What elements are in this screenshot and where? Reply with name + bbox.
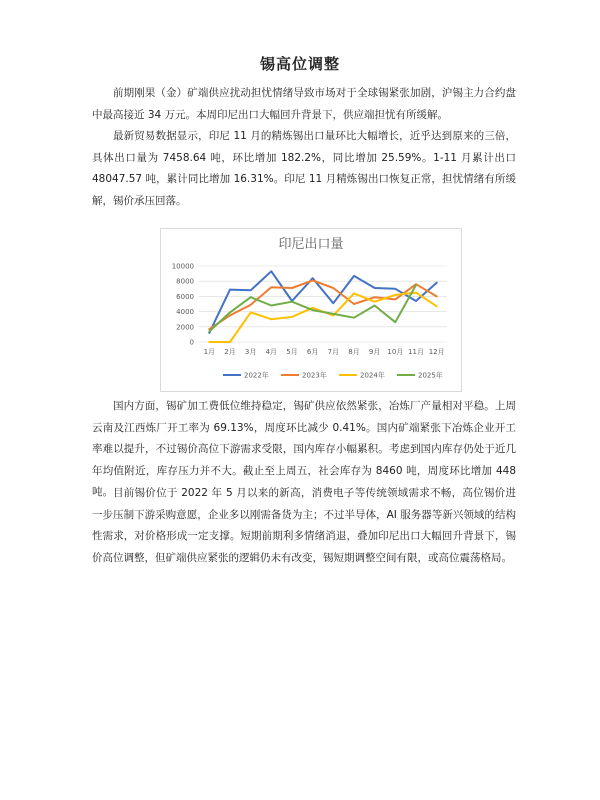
export-line-chart [161, 229, 461, 391]
page-title: 锡高位调整 [259, 55, 340, 73]
x-tick-label: 12月 [428, 348, 445, 356]
paragraph-intro: 前期刚果（金）矿端供应扰动担忧情绪导致市场对于全球锡紧张加剧，沪锡主力合约盘中最高接近 34 万元。本周印尼出口大幅回升背景下，供应端担忧有所缓解。 [92, 87, 516, 121]
y-tick-label: 2000 [176, 323, 194, 332]
legend-label: 2024年 [360, 371, 385, 380]
chart-title: 印尼出口量 [278, 237, 344, 252]
y-tick-label: 6000 [176, 292, 194, 301]
x-tick-label: 7月 [327, 348, 340, 356]
x-tick-label: 9月 [368, 348, 381, 356]
y-tick-label: 0 [189, 338, 194, 347]
x-tick-label: 8月 [348, 348, 360, 356]
x-tick-label: 3月 [244, 348, 257, 356]
x-tick-label: 2月 [224, 348, 236, 356]
paragraph-outlook: 目前锡价位于 2022 年 5 月以来的新高，消费电子等传统领域需求不畅，高位锡价进一步压制下游采购意愿，企业多以刚需备货为主；不过半导体，AI 服务器等新兴领域的结构性需求，对价格形成一定支撑。短期前期利多情绪消退，叠加印尼出口大幅回升背景下，锡价高位调整，但矿端供应紧张的逻辑仍未有改变，锡短期调整空间有限，或高位震荡格局。 [92, 487, 516, 564]
legend-label: 2025年 [418, 371, 443, 380]
x-tick-label: 11月 [408, 348, 424, 356]
y-tick-label: 8000 [176, 277, 194, 286]
export-chart [160, 228, 462, 392]
x-tick-label: 5月 [286, 348, 298, 356]
paragraph-trade-data: 最新贸易数据显示，印尼 11 月的精炼锡出口量环比大幅增长，近乎达到原来的三倍，具体出口量为 7458.64 吨，环比增加 182.2%，同比增加 25.59%。1-11 月累计出口 48047.57 吨，累计同比增加 16.31%。印尼 11 月精炼锡出口恢复正常，担忧情绪有所缓解，锡价承压回落。 [92, 130, 516, 207]
x-tick-label: 6月 [306, 348, 319, 356]
legend-label: 2022年 [244, 371, 269, 380]
series-line-2 [209, 293, 436, 342]
x-tick-label: 1月 [203, 348, 216, 356]
x-tick-label: 10月 [387, 348, 404, 356]
paragraph-domestic: 国内方面，锡矿加工费低位维持稳定，锡矿供应依然紧张，冶炼厂产量相对平稳。上周云南及江西炼厂开工率为 69.13%，周度环比减少 0.41%。国内矿端紧张下冶炼企业开工率难以提升，不过锡价高位下游需求受限，国内库存小幅累积。考虑到国内库存仍处于近几年均值附近，库存压力并不大。截止至上周五，社会库存为 8460 吨，周度环比增加 448 吨。 [92, 400, 516, 498]
legend-label: 2023年 [302, 371, 327, 380]
y-tick-label: 10000 [171, 262, 194, 271]
y-tick-label: 4000 [176, 308, 194, 317]
x-tick-label: 4月 [265, 348, 278, 356]
